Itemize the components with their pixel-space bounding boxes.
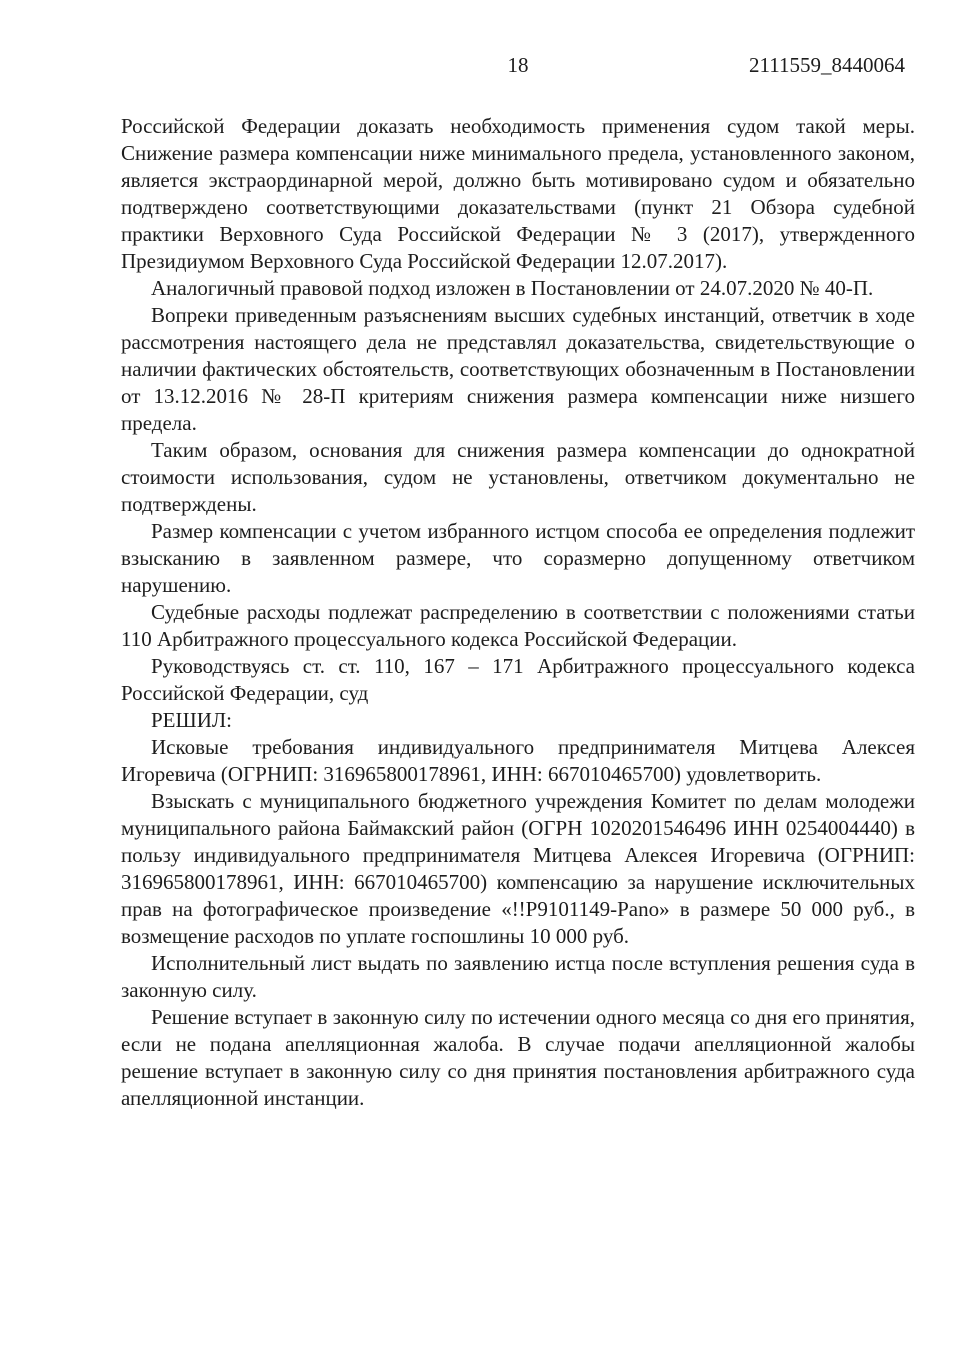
paragraph: Руководствуясь ст. ст. 110, 167 – 171 Арбитражного процессуального кодекса Российской Федерации, суд <box>121 654 915 705</box>
paragraph: Судебные расходы подлежат распределению в соответствии с положениями статьи 110 Арбитражного процессуального кодекса Российской Федерации. <box>121 600 915 651</box>
resolution-paragraph: Исковые требования индивидуального предпринимателя Митцева Алексея Игоревича (ОГРНИП: 316965800178961, ИНН: 667010465700) удовлетворить. <box>121 735 915 786</box>
page-header <box>121 52 915 79</box>
document-body <box>121 113 915 1112</box>
resolution-heading: РЕШИЛ: <box>151 708 232 732</box>
resolution-paragraph: Решение вступает в законную силу по истечении одного месяца со дня его принятия, если не подана апелляционная жалоба. В случае подачи апелляционной жалобы решение вступает в законную силу со дня принятия постановления арбитражного суда апелляционной инстанции. <box>121 1005 915 1110</box>
paragraph-continuation: Российской Федерации доказать необходимость применения судом такой меры. Снижение размера компенсации ниже минимального предела, установленного законом, является экстраординарной мерой, должно быть мотивировано судом и обязательно подтверждено соответствующими доказательствами (пункт 21 Обзора судебной практики Верховного Суда Российской Федерации № 3 (2017), утвержденного Президиумом Верховного Суда Российской Федерации 12.07.2017). <box>121 114 915 273</box>
paragraph: Вопреки приведенным разъяснениям высших судебных инстанций, ответчик в ходе рассмотрения настоящего дела не представлял доказательства, свидетельствующие о наличии фактических обстоятельств, соответствующих обозначенным в Постановлении от 13.12.2016 № 28-П критериям снижения размера компенсации ниже низшего предела. <box>121 303 915 435</box>
page-number: 18 <box>507 53 529 77</box>
resolution-paragraph: Взыскать с муниципального бюджетного учреждения Комитет по делам молодежи муниципального района Баймакский район (ОГРН 1020201546496 ИНН 0254004440) в пользу индивидуального предпринимателя Митцева Алексея Игоревича (ОГРНИП: 316965800178961, ИНН: 667010465700) компенсацию за нарушение исключительных прав на фотографическое произведение «!!P9101149-Pano» в размере 50 000 руб., в возмещение расходов по уплате госпошлины 10 000 руб. <box>121 789 915 948</box>
case-number: 2111559_8440064 <box>749 53 905 77</box>
paragraph: Размер компенсации с учетом избранного истцом способа ее определения подлежит взысканию в заявленном размере, что соразмерно допущенному ответчиком нарушению. <box>121 519 915 597</box>
resolution-paragraph: Исполнительный лист выдать по заявлению истца после вступления решения суда в законную силу. <box>121 951 915 1002</box>
paragraph: Аналогичный правовой подход изложен в Постановлении от 24.07.2020 № 40-П. <box>151 276 874 300</box>
paragraph: Таким образом, основания для снижения размера компенсации до однократной стоимости использования, судом не установлены, ответчиком документально не подтверждены. <box>121 438 915 516</box>
